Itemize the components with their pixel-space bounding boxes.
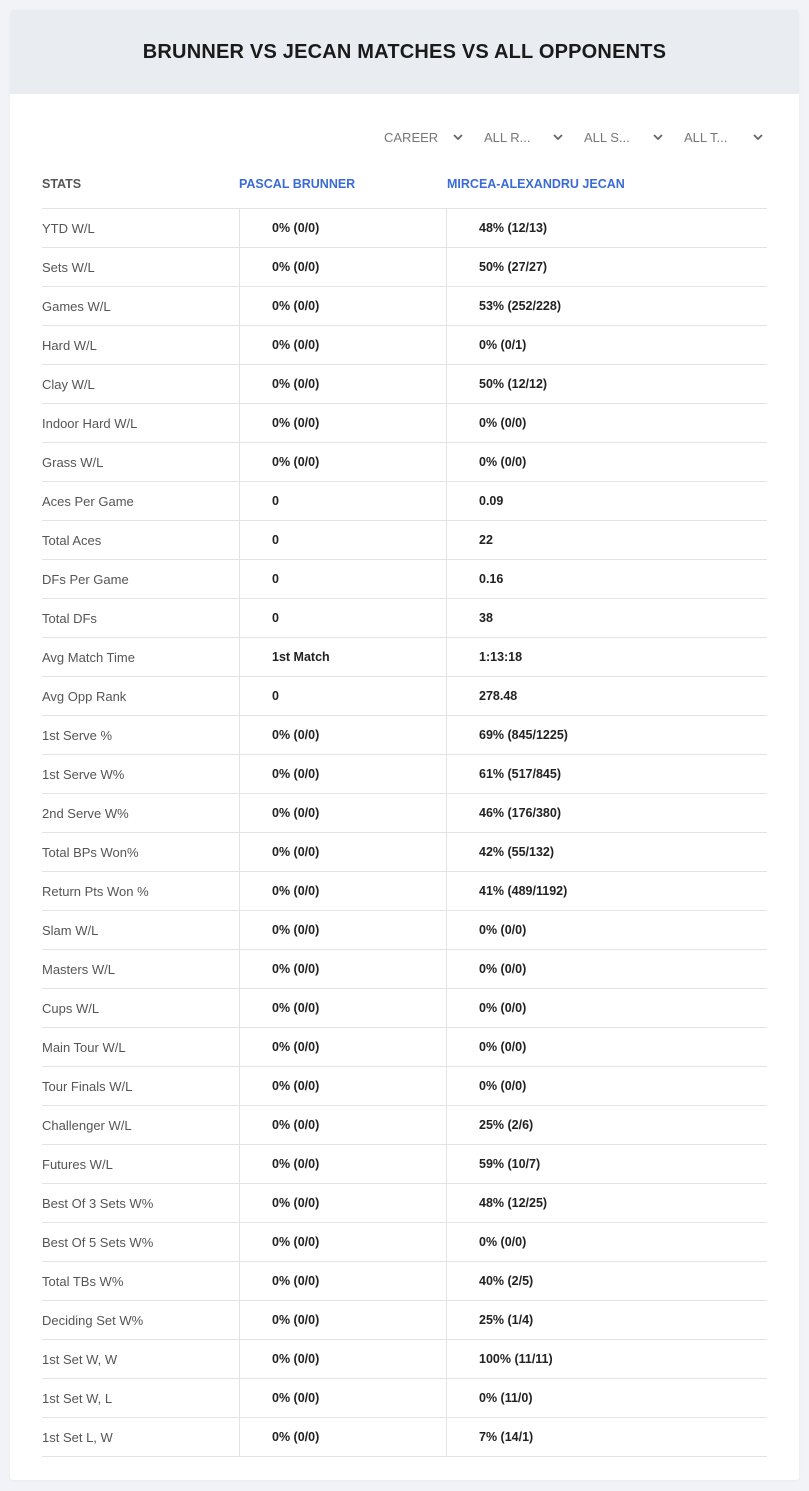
filter-bar: [374, 126, 774, 148]
table-row: [42, 599, 767, 638]
stat-label: Hard W/L: [42, 326, 240, 364]
player2-value: 38: [479, 611, 493, 625]
stat-label: YTD W/L: [42, 209, 240, 247]
player1-value: 0% (0/0): [240, 1340, 447, 1378]
table-row: [42, 1145, 767, 1184]
player1-value: 0% (0/0): [240, 755, 447, 793]
stat-label: Total Aces: [42, 521, 240, 559]
filter-surface-select[interactable]: [574, 126, 674, 148]
stat-label: Challenger W/L: [42, 1106, 240, 1144]
player1-value: 0% (0/0): [240, 1106, 447, 1144]
stat-label: Main Tour W/L: [42, 1028, 240, 1066]
player1-value: 0: [240, 677, 447, 715]
table-header: [42, 160, 767, 209]
table-row: [42, 443, 767, 482]
player1-value: 0% (0/0): [240, 833, 447, 871]
player1-value: 0: [240, 521, 447, 559]
table-row: [42, 911, 767, 950]
player2-value: 46% (176/380): [479, 806, 562, 820]
player1-value: 0: [240, 482, 447, 520]
stat-label: Tour Finals W/L: [42, 1067, 240, 1105]
table-row: [42, 482, 767, 521]
player1-value: 0% (0/0): [240, 443, 447, 481]
stat-label: Clay W/L: [42, 365, 240, 403]
player1-value: 0% (0/0): [240, 209, 447, 247]
table-body: [42, 209, 767, 1457]
player1-value: 0% (0/0): [240, 1184, 447, 1222]
filter-period-label: CAREER: [384, 129, 439, 145]
player1-value: 0% (0/0): [240, 989, 447, 1027]
stat-label: DFs Per Game: [42, 560, 240, 598]
player1-value: 0% (0/0): [240, 248, 447, 286]
stat-label: Total TBs W%: [42, 1262, 240, 1300]
player1-value: 0% (0/0): [240, 287, 447, 325]
table-row: [42, 716, 767, 755]
player2-value: 50% (12/12): [479, 377, 548, 391]
player1-value: 0: [240, 599, 447, 637]
player1-value: 0% (0/0): [240, 1262, 447, 1300]
player1-value: 0% (0/0): [240, 1028, 447, 1066]
stat-label: Grass W/L: [42, 443, 240, 481]
stat-label: Slam W/L: [42, 911, 240, 949]
player1-value: 0% (0/0): [240, 1067, 447, 1105]
stat-label: Futures W/L: [42, 1145, 240, 1183]
table-row: [42, 1223, 767, 1262]
stat-label: Avg Opp Rank: [42, 677, 240, 715]
table-row: [42, 833, 767, 872]
table-row: [42, 989, 767, 1028]
table-row: [42, 1067, 767, 1106]
stat-label: Return Pts Won %: [42, 872, 240, 910]
player2-value: 278.48: [479, 689, 518, 703]
player2-value: 25% (2/6): [479, 1118, 534, 1132]
player1-value: 0% (0/0): [240, 911, 447, 949]
player1-value: 0% (0/0): [240, 950, 447, 988]
player2-value: 0% (0/0): [479, 455, 527, 469]
table-row: [42, 521, 767, 560]
stat-label: Masters W/L: [42, 950, 240, 988]
table-row: [42, 1028, 767, 1067]
player2-value: 61% (517/845): [479, 767, 562, 781]
table-row: [42, 404, 767, 443]
player2-value: 40% (2/5): [479, 1274, 534, 1288]
player1-value: 0% (0/0): [240, 794, 447, 832]
stat-label: 2nd Serve W%: [42, 794, 240, 832]
player2-value: 0% (11/0): [479, 1391, 533, 1405]
player2-value: 41% (489/1192): [479, 884, 568, 898]
chevron-down-icon: [552, 131, 564, 143]
player1-value: 0% (0/0): [240, 872, 447, 910]
table-row: [42, 560, 767, 599]
table-row: [42, 209, 767, 248]
table-row: [42, 287, 767, 326]
table-row: [42, 326, 767, 365]
stat-label: Sets W/L: [42, 248, 240, 286]
table-row: [42, 1262, 767, 1301]
table-row: [42, 1301, 767, 1340]
filter-tournament-select[interactable]: [674, 126, 774, 148]
player1-value: 0% (0/0): [240, 1145, 447, 1183]
filter-surface-label: ALL S...: [584, 129, 630, 145]
column-header-player1-link[interactable]: PASCAL BRUNNER: [239, 177, 356, 191]
stat-label: 1st Set L, W: [42, 1418, 240, 1456]
player2-value: 69% (845/1225): [479, 728, 568, 742]
player1-value: 0% (0/0): [240, 326, 447, 364]
stat-label: Deciding Set W%: [42, 1301, 240, 1339]
table-row: [42, 1184, 767, 1223]
stat-label: Best Of 5 Sets W%: [42, 1223, 240, 1261]
table-row: [42, 1418, 767, 1457]
chevron-down-icon: [652, 131, 664, 143]
player2-value: 0.09: [479, 494, 504, 508]
player2-value: 22: [479, 533, 493, 547]
filter-round-label: ALL R...: [484, 129, 531, 145]
table-row: [42, 1106, 767, 1145]
player1-value: 0% (0/0): [240, 1301, 447, 1339]
stat-label: Cups W/L: [42, 989, 240, 1027]
column-header-player2-link[interactable]: MIRCEA-ALEXANDRU JECAN: [447, 177, 625, 191]
stat-label: Aces Per Game: [42, 482, 240, 520]
chevron-down-icon: [452, 131, 464, 143]
player2-value: 42% (55/132): [479, 845, 555, 859]
player2-value: 0% (0/0): [479, 1001, 527, 1015]
player2-value: 53% (252/228): [479, 299, 562, 313]
player2-value: 0% (0/0): [479, 1040, 527, 1054]
filter-tournament-label: ALL T...: [684, 129, 728, 145]
stat-label: 1st Set W, W: [42, 1340, 240, 1378]
table-row: [42, 638, 767, 677]
player2-value: 0% (0/0): [479, 962, 527, 976]
player2-value: 59% (10/7): [479, 1157, 541, 1171]
player2-value: 7% (14/1): [479, 1430, 534, 1444]
player2-value: 0% (0/0): [479, 1235, 527, 1249]
table-row: [42, 1340, 767, 1379]
table-row: [42, 248, 767, 287]
player2-value: 0% (0/0): [479, 416, 527, 430]
player1-value: 1st Match: [240, 638, 447, 676]
filter-round-select[interactable]: [474, 126, 574, 148]
player1-value: 0% (0/0): [240, 404, 447, 442]
card-header: [10, 10, 799, 94]
stat-label: Total DFs: [42, 599, 240, 637]
stats-card: [10, 10, 799, 1480]
player2-value: 25% (1/4): [479, 1313, 534, 1327]
stat-label: 1st Set W, L: [42, 1379, 240, 1417]
player2-value: 48% (12/25): [479, 1196, 548, 1210]
stat-label: Best Of 3 Sets W%: [42, 1184, 240, 1222]
stat-label: 1st Serve %: [42, 716, 240, 754]
player2-value: 0% (0/1): [479, 338, 527, 352]
player2-value: 100% (11/11): [479, 1352, 553, 1366]
chevron-down-icon: [752, 131, 764, 143]
column-header-stats: STATS: [42, 177, 82, 191]
table-row: [42, 950, 767, 989]
player1-value: 0% (0/0): [240, 716, 447, 754]
player2-value: 0% (0/0): [479, 923, 527, 937]
stat-label: Avg Match Time: [42, 638, 240, 676]
table-row: [42, 677, 767, 716]
player1-value: 0% (0/0): [240, 1223, 447, 1261]
table-row: [42, 872, 767, 911]
stats-table: [42, 160, 767, 1457]
player1-value: 0% (0/0): [240, 365, 447, 403]
table-row: [42, 755, 767, 794]
stat-label: Total BPs Won%: [42, 833, 240, 871]
player2-value: 50% (27/27): [479, 260, 548, 274]
table-row: [42, 1379, 767, 1418]
stat-label: Indoor Hard W/L: [42, 404, 240, 442]
table-row: [42, 794, 767, 833]
stat-label: Games W/L: [42, 287, 240, 325]
player2-value: 0.16: [479, 572, 504, 586]
player1-value: 0: [240, 560, 447, 598]
player1-value: 0% (0/0): [240, 1379, 447, 1417]
table-row: [42, 365, 767, 404]
filter-period-select[interactable]: [374, 126, 474, 148]
stat-label: 1st Serve W%: [42, 755, 240, 793]
player1-value: 0% (0/0): [240, 1418, 447, 1456]
page-title: BRUNNER VS JECAN MATCHES VS ALL OPPONENTS: [142, 40, 667, 63]
player2-value: 0% (0/0): [479, 1079, 527, 1093]
player2-value: 48% (12/13): [479, 221, 548, 235]
player2-value: 1:13:18: [479, 650, 523, 664]
